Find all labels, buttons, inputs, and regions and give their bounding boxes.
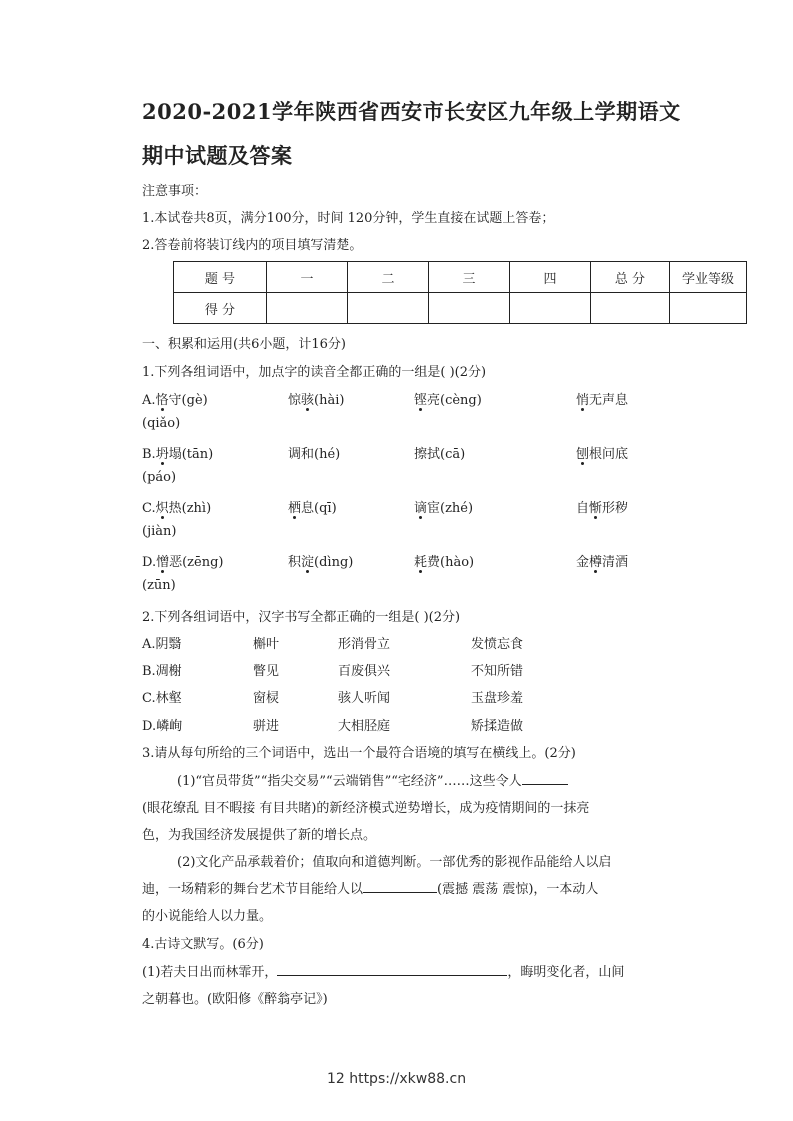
table-header-cell: 四: [510, 262, 591, 293]
q2-option-a-word-4: 发愤忘食: [471, 637, 524, 652]
q2-option-a-word-1: A.阴翳: [142, 637, 182, 652]
q1-option-a-word-4: 悄无声息: [576, 389, 628, 408]
q1-option-d-word-2: 积淀(dìng): [288, 551, 353, 570]
notice-heading: 注意事项：: [142, 184, 208, 199]
q4-item-1-line-2: 之朝暮也。(欧阳修《醉翁亭记》): [142, 992, 328, 1007]
q1-option-a-pinyin-wrap: (qiǎo): [142, 416, 181, 431]
question-2-stem: 2.下列各组词语中，汉字书写全都正确的一组是( )(2分): [142, 610, 461, 625]
score-table: [173, 261, 747, 324]
q2-option-a-word-3: 形消骨立: [338, 637, 391, 652]
q1-option-b-word-3: 擦拭(cā): [414, 447, 466, 462]
q2-option-c-word-3: 骇人听闻: [338, 691, 391, 706]
table-header-cell: 总 分: [591, 262, 670, 293]
q2-option-a-word-2: 槲叶: [253, 637, 280, 652]
q2-option-b-word-3: 百废俱兴: [338, 664, 391, 679]
q3-part-2-line-3: 的小说能给人以力量。: [142, 909, 273, 924]
q2-option-c-word-4: 玉盘珍羞: [471, 691, 524, 706]
notice-item-2: 2.答卷前将装订线内的项目填写清楚。: [142, 238, 363, 253]
score-table-header-row: [174, 262, 747, 293]
q3-part-1-line-2: (眼花缭乱 目不暇接 有目共睹)的新经济模式逆势增长，成为疫情期间的一抹亮: [142, 801, 590, 816]
q3-part-2-line-1: (2)文化产品承载着价；值取向和道德判断。一部优秀的影视作品能给人以启: [177, 855, 612, 870]
q2-option-b-word-4: 不知所错: [471, 664, 524, 679]
q1-option-c-word-3: 谪宦(zhé): [414, 497, 473, 516]
score-cell: [429, 293, 510, 324]
q1-option-a-word-2: 惊骇(hài): [288, 389, 344, 408]
score-table-score-row: [174, 293, 747, 324]
q2-option-c-word-2: 窗棂: [253, 691, 280, 706]
q1-option-a-word-1: A.恪守(gè): [142, 389, 208, 408]
q2-option-d-word-3: 大相胫庭: [338, 719, 391, 734]
answer-blank[interactable]: [522, 772, 568, 785]
score-cell: [510, 293, 591, 324]
page-footer: 12 https://xkw88.cn: [326, 1071, 467, 1087]
table-header-cell: 学业等级: [670, 262, 747, 293]
question-3-stem: 3.请从每句所给的三个词语中，选出一个最符合语境的填写在横线上。(2分): [142, 746, 576, 761]
score-cell: [348, 293, 429, 324]
q2-option-b-word-2: 瞥见: [253, 664, 280, 679]
q2-option-d-word-1: D.嶙峋: [142, 719, 183, 734]
notice-item-1: 1.本试卷共8页，满分100分，时间 120分钟，学生直接在试题上答卷；: [142, 211, 555, 226]
q1-option-a-word-3: 铿亮(cèng): [414, 389, 482, 408]
answer-blank[interactable]: [363, 880, 437, 893]
score-cell: [591, 293, 670, 324]
q2-option-b-word-1: B.凋榭: [142, 664, 182, 679]
score-cell: [670, 293, 747, 324]
q1-option-c-pinyin-wrap: (jiàn): [142, 524, 177, 539]
q4-item-1-line-1: (1)若夫日出而林霏开， ，晦明变化者，山间: [142, 965, 625, 980]
q1-option-d-word-4: 金樽清酒: [576, 551, 628, 570]
q1-option-c-word-2: 栖息(qī): [288, 497, 337, 516]
q1-option-d-word-3: 耗费(hào): [414, 551, 474, 570]
table-header-cell: 二: [348, 262, 429, 293]
table-row-label: 得 分: [174, 293, 267, 324]
score-cell: [267, 293, 348, 324]
q1-option-d-pinyin-wrap: (zūn): [142, 578, 176, 593]
q2-option-c-word-1: C.林壑: [142, 691, 182, 706]
table-header-cell: 三: [429, 262, 510, 293]
q1-option-b-word-1: B.坍塌(tān): [142, 443, 213, 462]
q2-option-d-word-4: 矫揉造做: [471, 719, 524, 734]
q1-option-b-pinyin-wrap: (páo): [142, 470, 177, 485]
q1-option-c-word-4: 自惭形秽: [576, 497, 628, 516]
q1-option-b-word-4: 刨根问底: [576, 443, 628, 462]
q2-option-d-word-2: 骈进: [253, 719, 280, 734]
question-1-stem: 1.下列各组词语中，加点字的读音全都正确的一组是( )(2分): [142, 365, 487, 380]
q1-option-b-word-2: 调和(hé): [288, 447, 341, 462]
page-title-line-2: 期中试题及答案: [142, 143, 293, 168]
q3-part-2-line-2: 迪，一场精彩的舞台艺术节目能给人以 (震撼 震荡 震惊)，一本动人: [142, 882, 599, 897]
q3-part-1-line-3: 色，为我国经济发展提供了新的增长点。: [142, 828, 377, 843]
q1-option-d-word-1: D.憎恶(zēng): [142, 551, 224, 570]
q3-part-1-line-1: (1)“官员带货”“指尖交易”“云端销售”“宅经济”……这些令人: [177, 770, 568, 789]
answer-blank[interactable]: [277, 963, 507, 976]
table-header-cell: 题 号: [174, 262, 267, 293]
question-4-stem: 4.古诗文默写。(6分): [142, 937, 264, 952]
q1-option-c-word-1: C.炽热(zhì): [142, 497, 211, 516]
table-header-cell: 一: [267, 262, 348, 293]
section-heading: 一、积累和运用(共6小题，计16分): [142, 337, 346, 352]
page-title-line-1: 2020-2021学年陕西省西安市长安区九年级上学期语文: [142, 99, 681, 124]
